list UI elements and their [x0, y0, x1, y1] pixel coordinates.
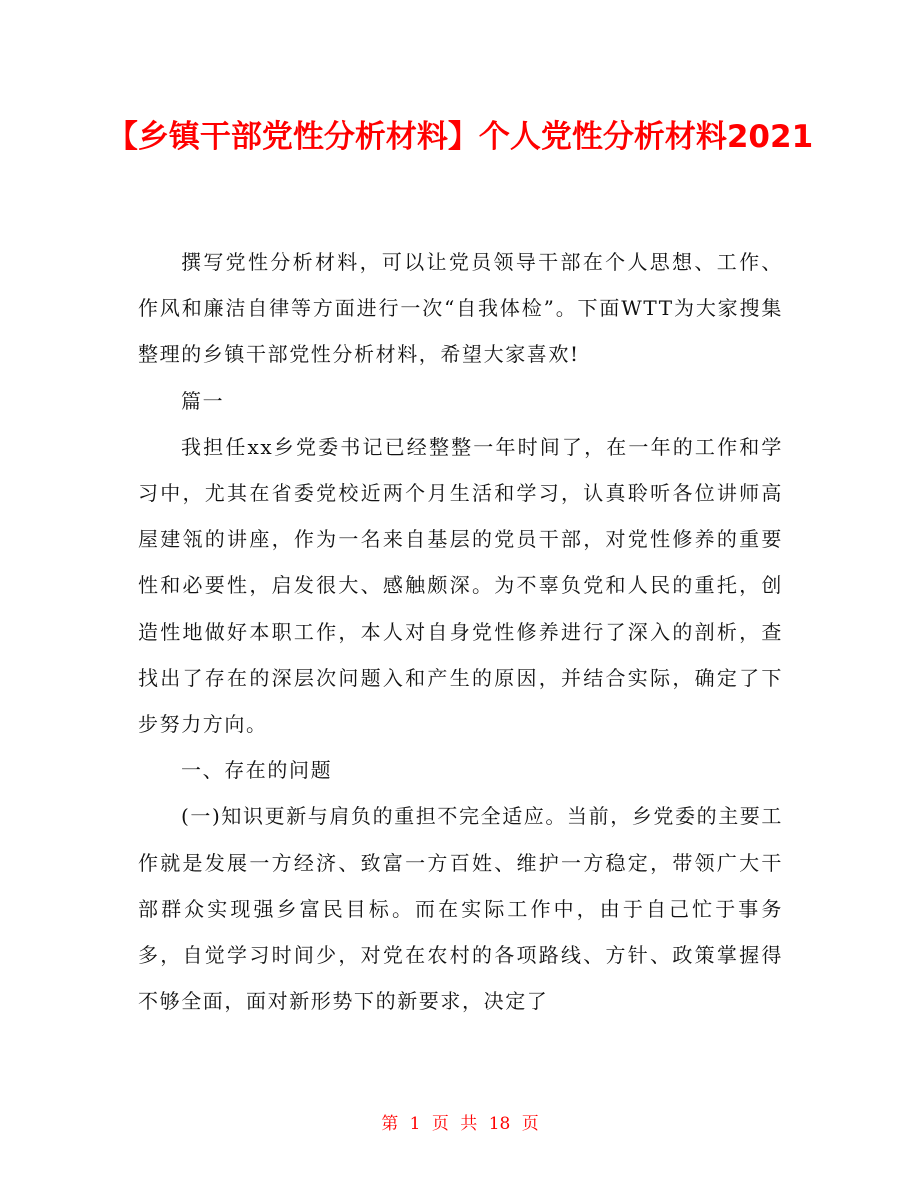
document-body	[138, 239, 783, 1024]
body-paragraph: (一)知识更新与肩负的重担不完全适应。当前，乡党委的主要工作就是发展一方经济、致富一方百姓、维护一方稳定，带领广大干部群众实现强乡富民目标。而在实际工作中，由于自己忙于事务多，自觉学习时间少，对党在农村的各项路线、方针、政策掌握得不够全面，面对新形势下的新要求，决定了	[138, 804, 784, 1014]
document-title: 【乡镇干部党性分析材料】个人党性分析材料2021	[106, 119, 814, 155]
section-heading-part-one: 篇一	[181, 388, 225, 413]
section-heading-problems: 一、存在的问题	[181, 758, 333, 783]
body-paragraph: 我担任xx乡党委书记已经整整一年时间了，在一年的工作和学习中，尤其在省委党校近两个月生活和学习，认真聆听各位讲师高屋建瓴的讲座，作为一名来自基层的党员干部，对党性修养的重要性和必要性，启发很大、感触颇深。为不辜负党和人民的重托，创造性地做好本职工作，本人对自身党性修养进行了深入的剖析，查找出了存在的深层次问题入和产生的原因，并结合实际，确定了下步努力方向。	[138, 434, 783, 737]
intro-paragraph: 撰写党性分析材料，可以让党员领导干部在个人思想、工作、作风和廉洁自律等方面进行一次“自我体检”。下面WTT为大家搜集整理的乡镇干部党性分析材料，希望大家喜欢!	[138, 250, 783, 367]
page-footer: 第 1 页 共 18 页	[381, 1114, 539, 1134]
